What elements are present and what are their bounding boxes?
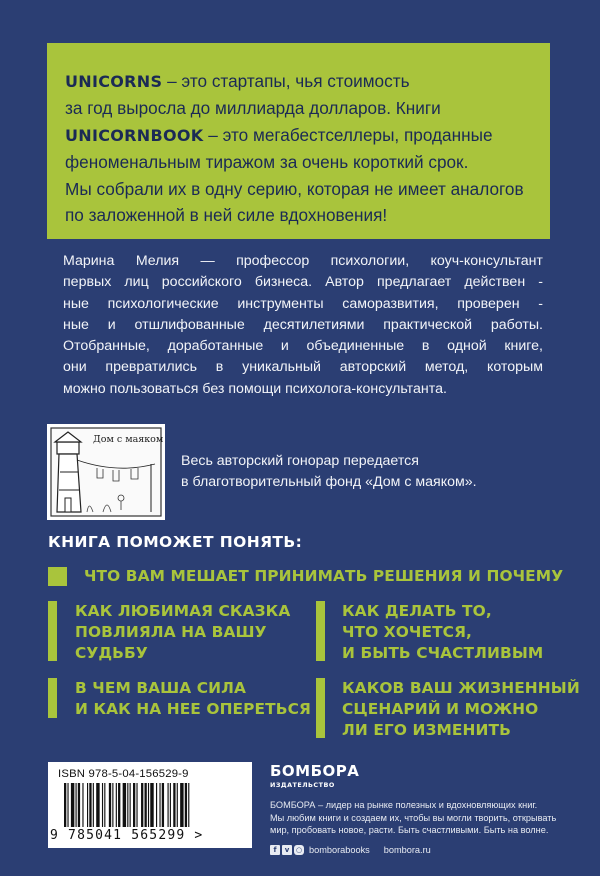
barcode-bar [109, 783, 111, 827]
promo-line: по заложенной в ней силе вдохновения! [65, 205, 388, 226]
barcode-bar [168, 783, 169, 827]
description-word: предлагает [377, 274, 452, 291]
description-word: - [538, 274, 543, 291]
help-item-line: КАК ДЕЛАТЬ ТО, [342, 602, 492, 620]
description-word: объединенные [306, 338, 405, 355]
description-word: отшлифованные [134, 316, 245, 333]
description-word: и [280, 338, 289, 355]
lighthouse-sign: Дом с маяком [93, 434, 164, 445]
vk-icon[interactable]: v [282, 845, 292, 855]
description-word: в [421, 338, 430, 355]
help-item-line: В ЧЕМ ВАША СИЛА [75, 679, 247, 697]
description-word: психологии, [330, 253, 410, 269]
description-word: саморазвития, [342, 295, 439, 312]
description-word: Марина [63, 253, 115, 269]
help-item-line: СЦЕНАРИЙ И МОЖНО [342, 700, 539, 719]
barcode-bar [67, 783, 68, 827]
description-line [63, 315, 543, 336]
barcode-bar [173, 783, 175, 827]
barcode-bar [188, 783, 189, 827]
description-word: - [538, 295, 543, 312]
camera-icon[interactable]: ○ [295, 845, 303, 854]
description-word: одной [447, 338, 487, 355]
description-word: профессор [236, 253, 310, 269]
website-link[interactable]: bombora.ru [383, 844, 431, 855]
author-description [63, 251, 543, 400]
description-word: ные [63, 295, 89, 312]
barcode-bar [123, 783, 126, 827]
barcode-bar [145, 783, 147, 827]
charity-note [181, 451, 477, 493]
barcode-bar [185, 783, 187, 827]
help-title: КНИГА ПОМОЖЕТ ПОНЯТЬ: [48, 533, 303, 551]
help-item-line: СУДЬБУ [75, 644, 148, 663]
help-item [48, 678, 311, 720]
description-word: психологические [107, 295, 219, 312]
barcode-bar [116, 783, 117, 827]
description-word: десятилетиями [263, 316, 365, 333]
barcode-bar [162, 783, 164, 827]
help-item-full [48, 567, 563, 586]
publisher-links [270, 845, 560, 855]
description-line [63, 336, 543, 357]
description-word: которым [486, 359, 543, 376]
barcode-digits: 9 785041 565299 > [50, 828, 204, 843]
description-line [63, 251, 543, 272]
barcode-bar [102, 783, 103, 827]
promo-line: UNICORNBOOK – это мегабестселлеры, проданные [65, 124, 493, 145]
barcode-bar [148, 783, 149, 827]
bullet-bar-icon [316, 601, 325, 661]
promo-line: феноменальным тиражом за очень короткий срок. [65, 152, 469, 173]
barcode-bar [136, 783, 137, 827]
description-word: можно пользоваться без помощи психолога-консультанта. [63, 380, 447, 397]
help-item-line: И БЫТЬ СЧАСТЛИВЫМ [342, 644, 544, 663]
description-word: уникальный [242, 359, 321, 376]
bullet-square-icon [48, 567, 67, 586]
bullet-bar-icon [48, 678, 57, 718]
barcode-bar [76, 783, 77, 827]
help-item [316, 601, 543, 665]
barcode-bar [64, 783, 66, 827]
description-line [63, 357, 543, 378]
description-word: книге, [504, 338, 543, 355]
description-word: работы. [490, 316, 543, 333]
barcode-bar [170, 783, 171, 827]
bullet-bar-icon [316, 678, 325, 738]
barcode-box [48, 762, 252, 848]
bullet-bar-icon [48, 601, 57, 661]
description-word: российского [161, 274, 242, 291]
barcode-bar [118, 783, 120, 827]
description-word: коуч-консультант [430, 253, 543, 269]
series-promo-box [47, 43, 550, 239]
help-item-line: ЛИ ЕГО ИЗМЕНИТЬ [342, 721, 511, 740]
help-item-line: ПОВЛИЯЛА НА ВАШУ [75, 623, 267, 642]
barcode-bar [96, 783, 99, 827]
description-line [63, 272, 543, 293]
barcode-bar [82, 783, 83, 827]
publisher-block [270, 764, 560, 855]
barcode-icon [58, 783, 242, 831]
description-word: и [107, 316, 116, 333]
promo-line: за год выросла до миллиарда долларов. Книги [65, 98, 441, 119]
barcode-bar [104, 783, 105, 827]
description-word: авторский [339, 359, 407, 376]
barcode-bar [177, 783, 178, 827]
help-item-text: ЧТО ВАМ МЕШАЕТ ПРИНИМАТЬ РЕШЕНИЯ И ПОЧЕМУ [84, 567, 564, 585]
barcode-bar [133, 783, 135, 827]
description-word: инструменты [237, 295, 324, 312]
description-word: превратились [105, 359, 198, 376]
help-item-line: ЧТО ХОЧЕТСЯ, [342, 623, 472, 642]
description-word: они [63, 359, 87, 376]
description-word: проверен [457, 295, 520, 312]
description-word: Мелия [135, 253, 180, 269]
charity-line: Весь авторский гонорар передается [181, 453, 419, 469]
barcode-bar [180, 783, 183, 827]
publisher-logo-sub: ИЗДАТЕЛЬСТВО [270, 781, 335, 789]
help-item-line: КАК ЛЮБИМАЯ СКАЗКА [75, 602, 291, 620]
help-item-line: КАКОВ ВАШ ЖИЗНЕННЫЙ [342, 679, 580, 697]
barcode-bar [89, 783, 91, 827]
description-word: первых [63, 274, 112, 291]
barcode-bar [112, 783, 113, 827]
barcode-bar [71, 783, 74, 827]
description-line [63, 294, 543, 315]
lighthouse-illustration [47, 424, 165, 520]
promo-line: UNICORNS – это стартапы, чья стоимость [65, 71, 410, 91]
description-word: действен [464, 274, 526, 291]
help-item [48, 601, 290, 665]
description-word: доработанные [167, 338, 264, 355]
description-word: — [200, 253, 215, 269]
description-word: бизнеса. [254, 274, 313, 291]
help-item [316, 678, 580, 742]
description-word: в [215, 359, 224, 376]
publisher-logo: БОМБОРА [270, 762, 360, 780]
publisher-description: БОМБОРА – лидер на рынке полезных и вдохновляющих книг. Мы любим книги и создаем их, чтобы вы могли творить, открывать мир, пробовать новое, расти. Быть счастливыми. Быть на волне. [270, 800, 557, 836]
isbn-text: ISBN 978-5-04-156529-9 [58, 768, 189, 780]
help-item-line: И КАК НА НЕЕ ОПЕРЕТЬСЯ [75, 700, 311, 719]
barcode-bar [87, 783, 88, 827]
barcode-bar [78, 783, 80, 827]
description-word: лиц [124, 274, 149, 291]
description-word: практической [383, 316, 473, 333]
description-word: метод, [424, 359, 469, 376]
barcode-bar [130, 783, 131, 827]
facebook-icon[interactable]: f [270, 845, 280, 855]
barcode-bar [127, 783, 128, 827]
description-word: ные [63, 316, 89, 333]
barcode-bar [159, 783, 160, 827]
description-word: Автор [325, 274, 364, 291]
barcode-bar [141, 783, 143, 827]
social-handle[interactable]: bomborabooks [309, 844, 370, 855]
barcode-bar [156, 783, 157, 827]
description-line [63, 379, 543, 400]
barcode-bar [150, 783, 153, 827]
description-word: Отобранные, [63, 338, 150, 355]
promo-line: Мы собрали их в одну серию, которая не имеет аналогов [65, 178, 524, 199]
charity-line: в благотворительный фонд «Дом с маяком». [181, 474, 477, 490]
barcode-bar [93, 783, 94, 827]
